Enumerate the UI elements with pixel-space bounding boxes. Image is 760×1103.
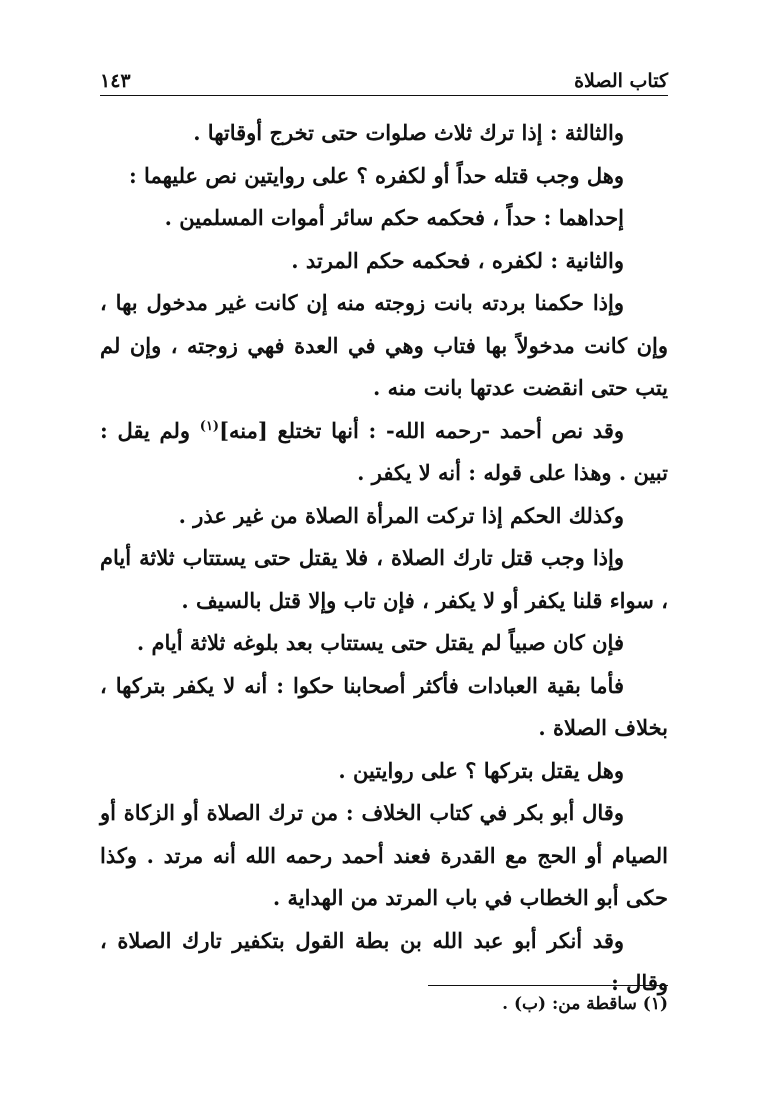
paragraph-with-footnote xyxy=(100,410,668,495)
footnote-divider xyxy=(428,985,668,986)
paragraph: وهل وجب قتله حداً أو لكفره ؟ على روايتين نص عليهما : xyxy=(128,162,624,188)
paragraph-text: ولم يقل : تبين . وهذا على قوله : أنه لا يكفر . xyxy=(100,417,668,485)
footnote: (١) ساقطة من: (ب) . xyxy=(502,994,668,1014)
paragraph-text: وقد نص أحمد -رحمه الله- : أنها تختلع [منه] xyxy=(219,417,625,443)
header-divider xyxy=(100,95,668,96)
paragraph: وإذا وجب قتل تارك الصلاة ، فلا يقتل حتى يستتاب ثلاثة أيام ، سواء قلنا يكفر أو لا يكفر ، فإن تاب وإلا قتل بالسيف . xyxy=(100,545,668,613)
paragraph: وكذلك الحكم إذا تركت المرأة الصلاة من غير عذر . xyxy=(178,502,624,528)
paragraph: وقد أنكر أبو عبد الله بن بطة القول بتكفير تارك الصلاة ، وقال : xyxy=(100,927,668,995)
main-text xyxy=(100,112,668,1005)
footnote-reference[interactable]: (١) xyxy=(199,418,220,434)
paragraph: فأما بقية العبادات فأكثر أصحابنا حكوا : أنه لا يكفر بتركها ، بخلاف الصلاة . xyxy=(100,672,668,740)
paragraph: والثالثة : إذا ترك ثلاث صلوات حتى تخرج أوقاتها . xyxy=(193,120,624,145)
paragraph: وهل يقتل بتركها ؟ على روايتين . xyxy=(338,757,624,783)
page-number: ١٤٣ xyxy=(100,70,131,92)
page-header xyxy=(100,62,668,92)
paragraph: إحداهما : حداً ، فحكمه حكم سائر أموات المسلمين . xyxy=(164,205,624,230)
paragraph: فإن كان صبياً لم يقتل حتى يستتاب بعد بلوغه ثلاثة أيام . xyxy=(136,630,624,655)
paragraph: وقال أبو بكر في كتاب الخلاف : من ترك الصلاة أو الزكاة أو الصيام أو الحج مع القدرة فعند أحمد رحمه الله أنه مرتد . وكذا حكى أبو الخطاب في باب المرتد من الهداية . xyxy=(100,800,668,910)
paragraph: والثانية : لكفره ، فحكمه حكم المرتد . xyxy=(291,247,624,273)
paragraph: وإذا حكمنا بردته بانت زوجته منه إن كانت غير مدخول بها ، وإن كانت مدخولاً بها فتاب وهي في العدة فهي زوجته ، وإن لم يتب حتى انقضت عدتها بانت منه . xyxy=(100,290,668,400)
chapter-title: كتاب الصلاة xyxy=(574,70,668,92)
